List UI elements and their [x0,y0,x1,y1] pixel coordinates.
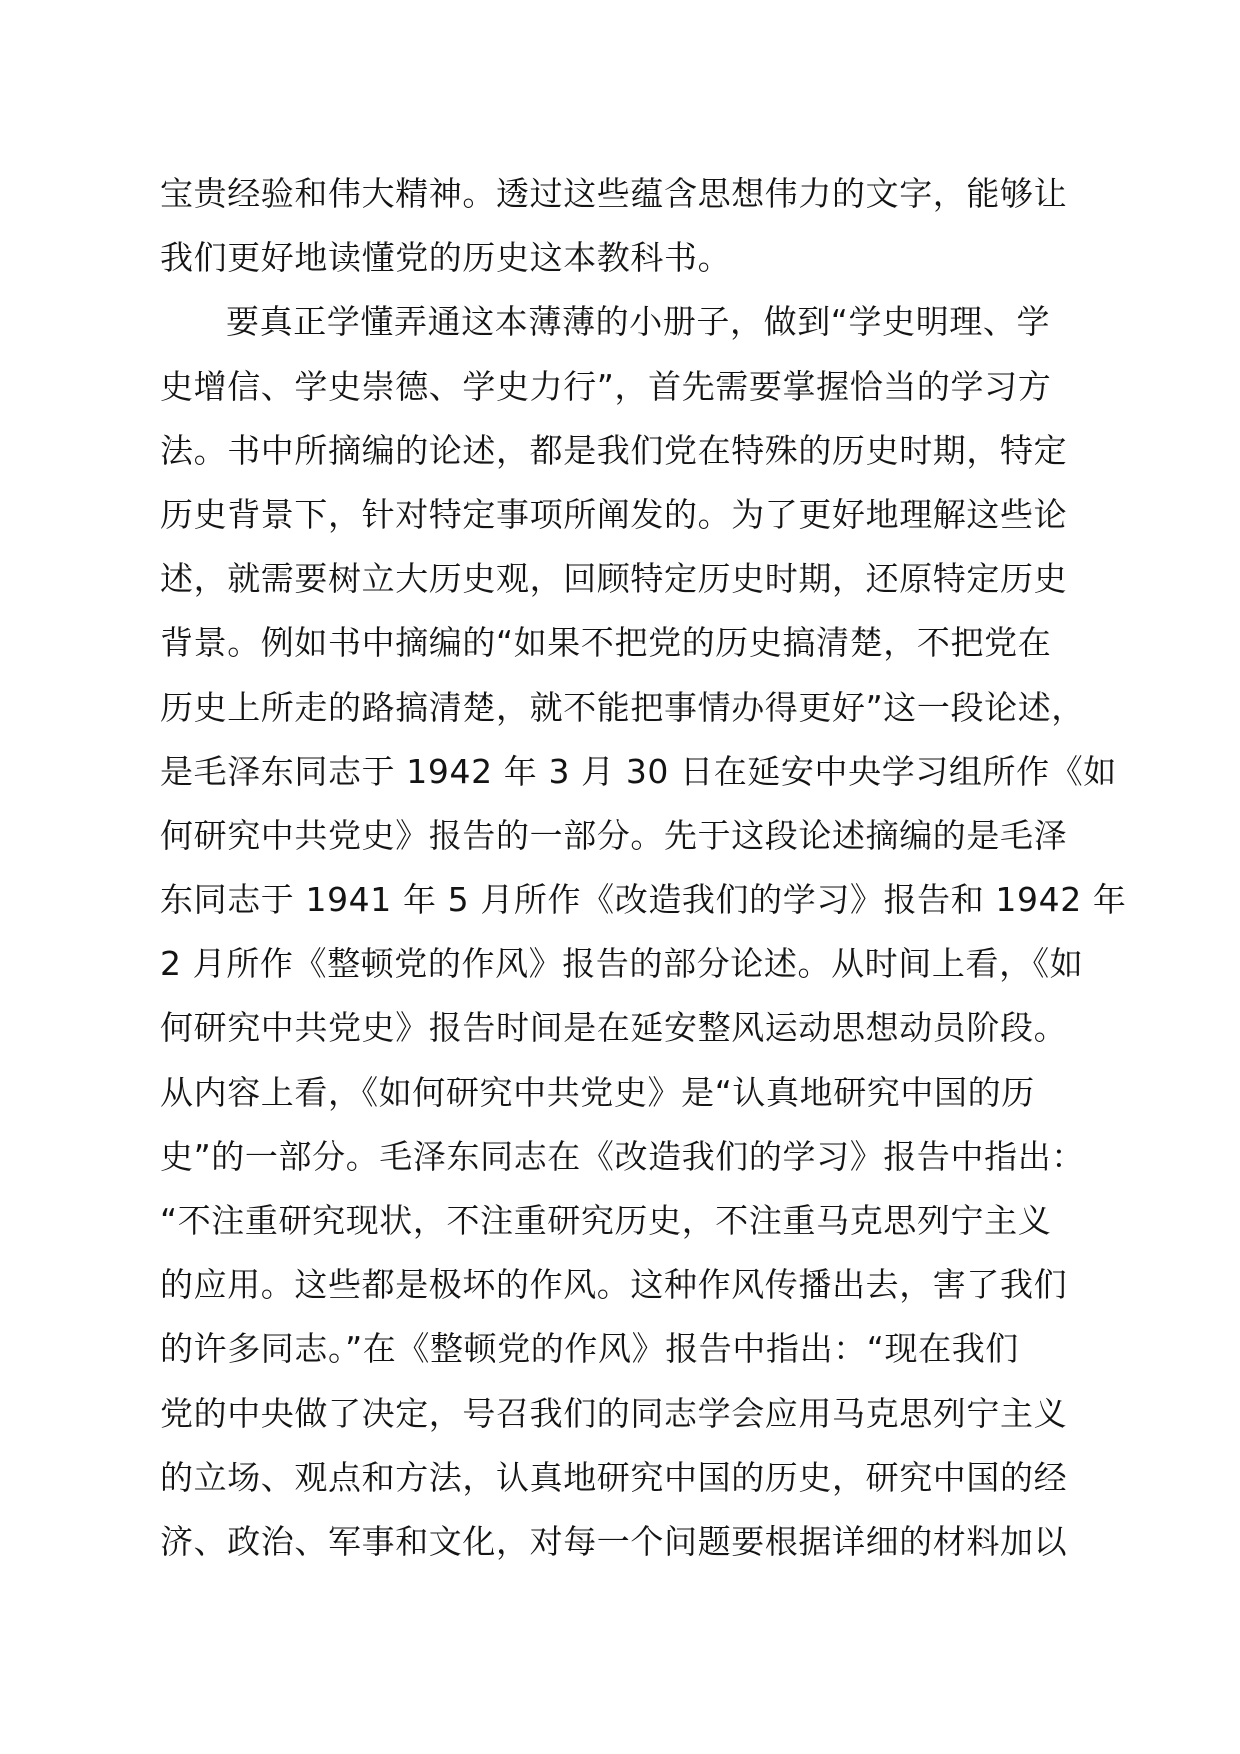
text-line-13: 2 月所作《整顿党的作风》报告的部分论述。从时间上看，《如 [160,944,1084,984]
text-line-16: 史”的一部分。毛泽东同志在《改造我们的学习》报告中指出： [160,1136,1085,1176]
text-line-1: 宝贵经验和伟大精神。透过这些蕴含思想伟力的文字，能够让 [160,174,1068,213]
text-line-19: 的许多同志。”在《整顿党的作风》报告中指出：“现在我们 [160,1329,1019,1369]
text-line-9: 历史上所走的路搞清楚，就不能把事情办得更好”这一段论述， [160,687,1085,727]
text-line-10: 是毛泽东同志于 1942 年 3 月 30 日在延安中央学习组所作《如 [160,751,1117,791]
text-line-4: 史增信、学史崇德、学史力行”，首先需要掌握恰当的学习方 [160,366,1052,406]
text-line-22: 济、政治、军事和文化，对每一个问题要根据详细的材料加以 [160,1521,1068,1561]
text-line-2: 我们更好地读懂党的历史这本教科书。 [160,238,732,278]
text-line-21: 的立场、观点和方法，认真地研究中国的历史，研究中国的经 [160,1457,1068,1497]
text-line-14: 何研究中共党史》报告时间是在延安整风运动思想动员阶段。 [160,1008,1068,1048]
text-line-8: 背景。例如书中摘编的“如果不把党的历史搞清楚，不把党在 [160,623,1052,663]
paragraph-start-line: 要真正学懂弄通这本薄薄的小册子，做到“学史明理、学 [226,302,1051,342]
text-line-18: 的应用。这些都是极坏的作风。这种作风传播出去，害了我们 [160,1265,1068,1305]
text-line-11: 何研究中共党史》报告的一部分。先于这段论述摘编的是毛泽 [160,815,1068,855]
text-line-7: 述，就需要树立大历史观，回顾特定历史时期，还原特定历史 [160,559,1068,599]
text-line-12: 东同志于 1941 年 5 月所作《改造我们的学习》报告和 1942 年 [160,880,1127,920]
text-line-17: “不注重研究现状，不注重研究历史，不注重马克思列宁主义 [160,1201,1052,1240]
text-line-20: 党的中央做了决定，号召我们的同志学会应用马克思列宁主义 [160,1393,1068,1433]
text-line-5: 法。书中所摘编的论述，都是我们党在特殊的历史时期，特定 [160,430,1068,470]
text-line-6: 历史背景下，针对特定事项所阐发的。为了更好地理解这些论 [160,494,1068,534]
text-line-15: 从内容上看，《如何研究中共党史》是“认真地研究中国的历 [160,1072,1035,1112]
body-text [160,162,1127,1574]
